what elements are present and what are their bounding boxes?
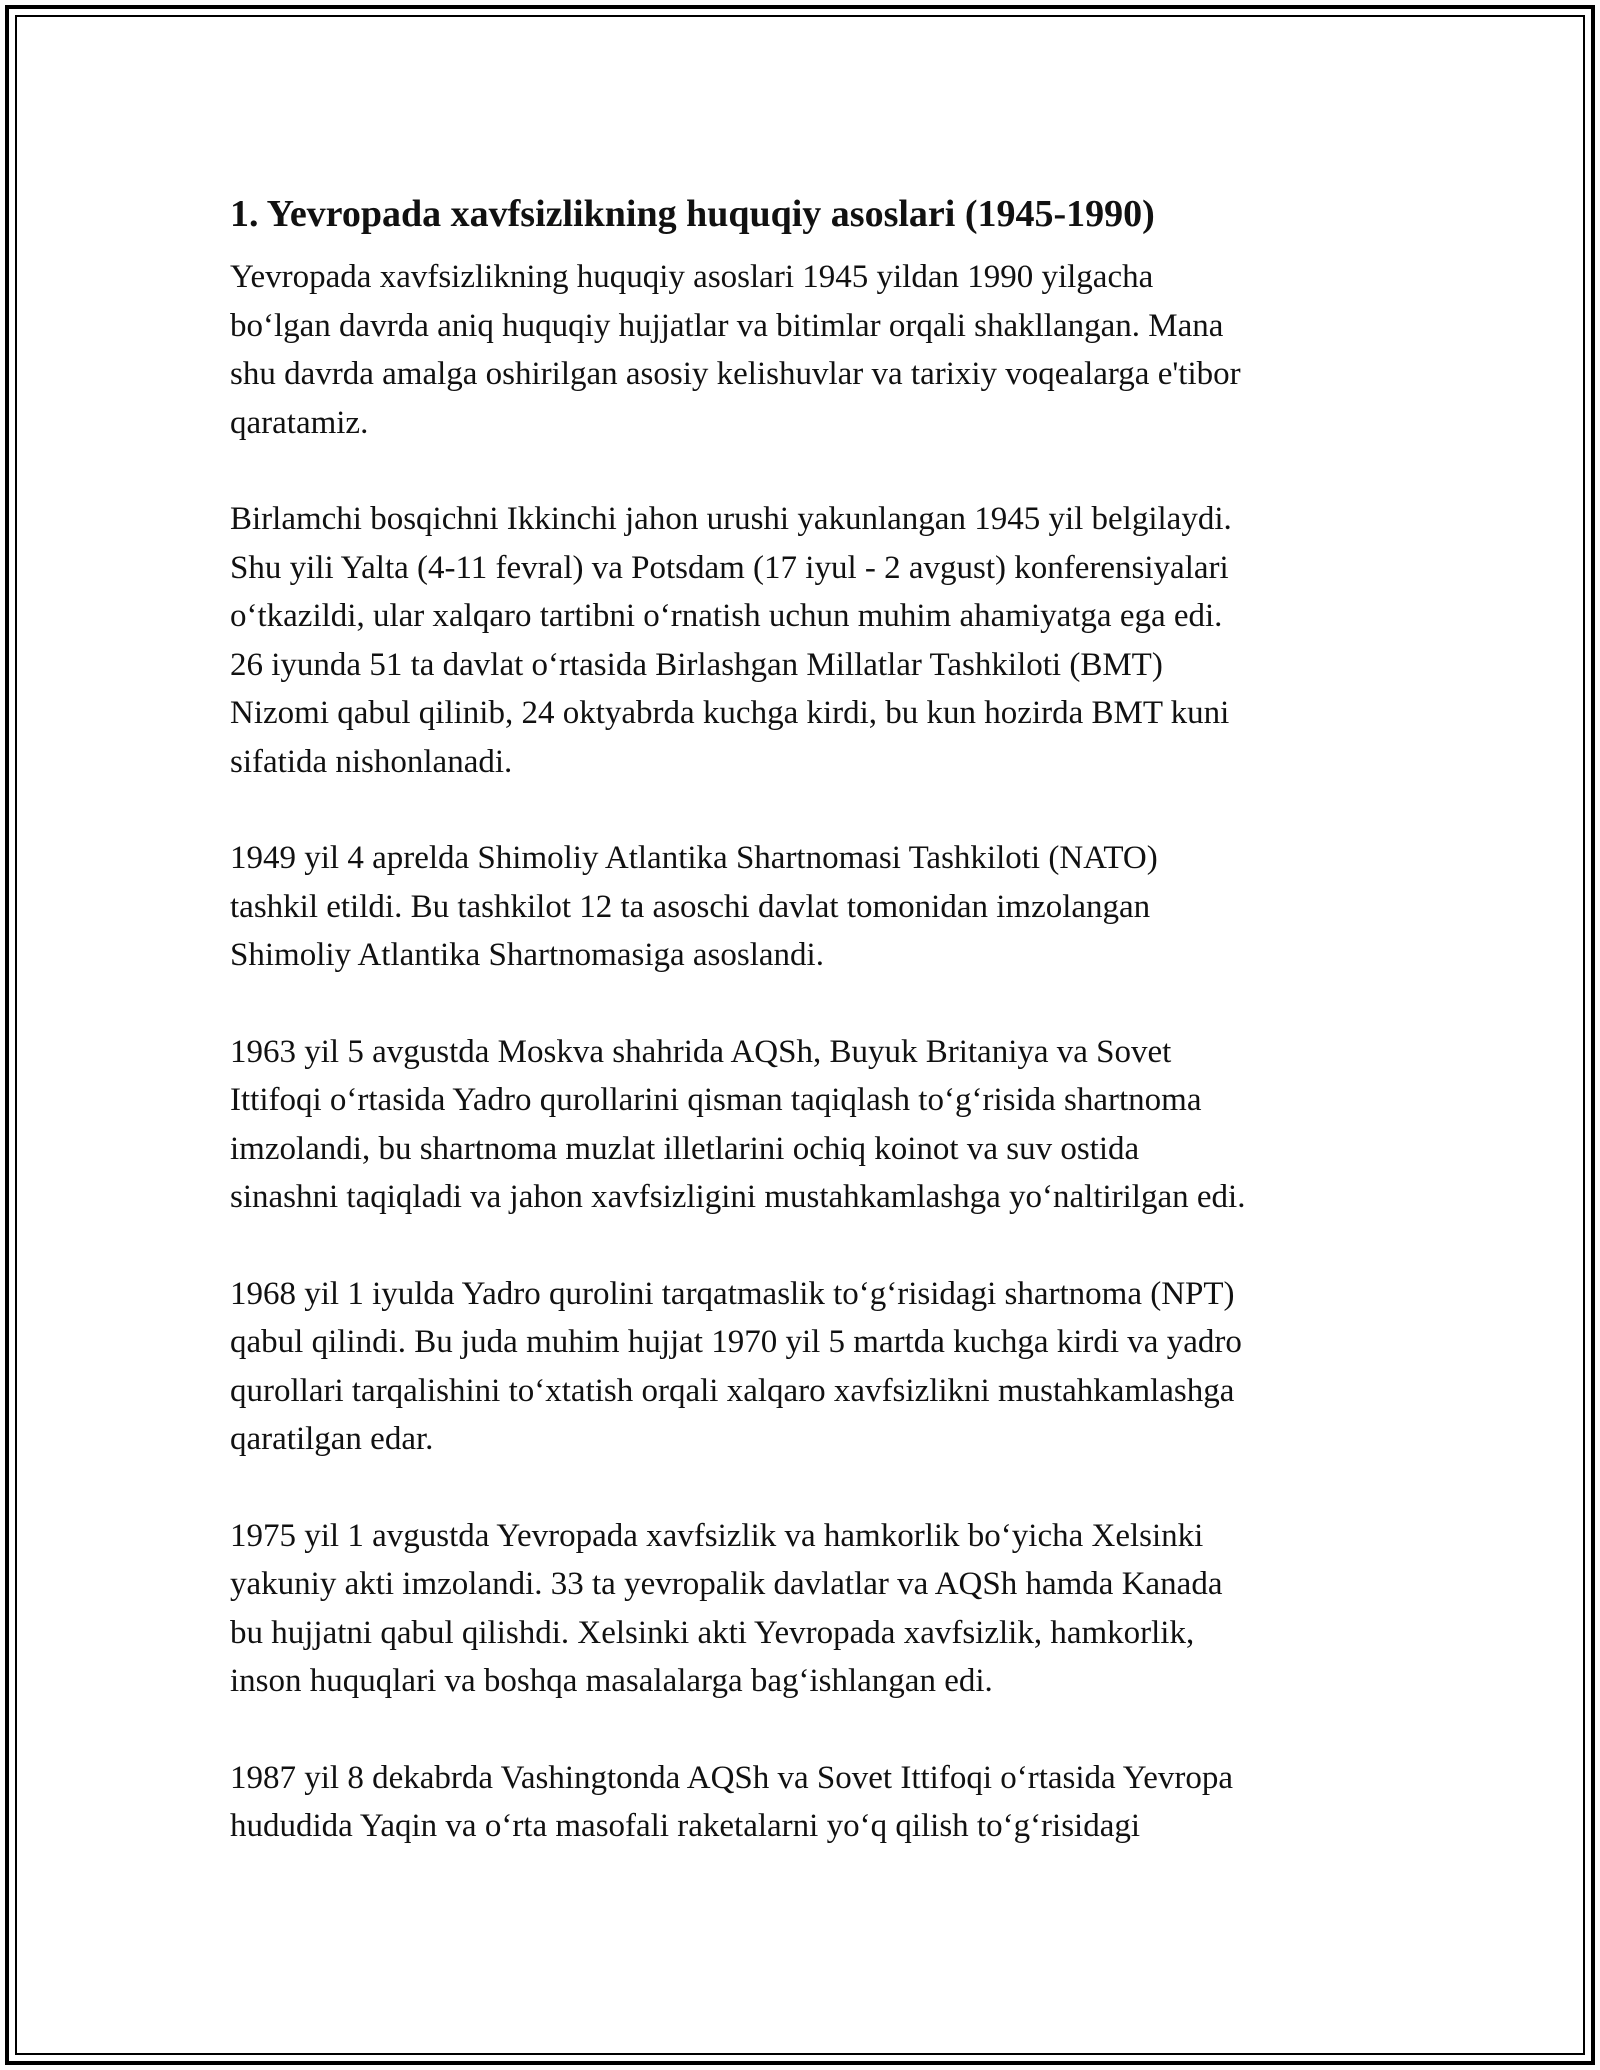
text-line: Shimoliy Atlantika Shartnomasiga asoslandi. bbox=[230, 937, 824, 973]
text-line: 1987 yil 8 dekabrda Vashingtonda AQSh va Sovet Ittifoqi o‘rtasida Yevropa bbox=[230, 1759, 1234, 1796]
text-line: Shu yili Yalta (4-11 fevral) va Potsdam (17 iyul - 2 avgust) konferensiyalari bbox=[230, 549, 1229, 586]
text-line: imzolandi, bu shartnoma muzlat illetlarini ochiq koinot va suv ostida bbox=[230, 1130, 1140, 1167]
paragraph-1 bbox=[230, 253, 1370, 447]
text-line: Ittifoqi o‘rtasida Yadro qurollarini qisman taqiqlash to‘g‘risida shartnoma bbox=[230, 1082, 1202, 1118]
text-line: 1968 yil 1 iyulda Yadro qurolini tarqatmaslik to‘g‘risidagi shartnoma (NPT) bbox=[230, 1275, 1235, 1312]
text-line: qaratilgan edar. bbox=[230, 1421, 434, 1457]
text-line: qabul qilindi. Bu juda muhim hujjat 1970 yil 5 martda kuchga kirdi va yadro bbox=[230, 1324, 1242, 1360]
text-line: 1963 yil 5 avgustda Moskva shahrida AQSh, Buyuk Britaniya va Sovet bbox=[230, 1033, 1172, 1070]
text-line: shu davrda amalga oshirilgan asosiy kelishuvlar va tarixiy voqealarga e'tibor bbox=[230, 356, 1241, 392]
text-line: o‘tkazildi, ular xalqaro tartibni o‘rnatish uchun muhim ahamiyatga ega edi. bbox=[230, 598, 1223, 634]
text-line: Yevropada xavfsizlikning huquqiy asoslari 1945 yildan 1990 yilgacha bbox=[230, 259, 1154, 295]
text-line: bo‘lgan davrda aniq huquqiy hujjatlar va bitimlar orqali shakllangan. Mana bbox=[230, 307, 1224, 344]
text-line: sinashni taqiqladi va jahon xavfsizligini mustahkamlashga yo‘naltirilgan edi. bbox=[230, 1179, 1246, 1215]
text-line: 1975 yil 1 avgustda Yevropada xavfsizlik va hamkorlik bo‘yicha Xelsinki bbox=[230, 1517, 1204, 1554]
text-line: hududida Yaqin va o‘rta masofali raketalarni yo‘q qilish to‘g‘risidagi bbox=[230, 1808, 1141, 1844]
text-line: Nizomi qabul qilinib, 24 oktyabrda kuchga kirdi, bu kun hozirda BMT kuni bbox=[230, 695, 1230, 731]
text-line: bu hujjatni qabul qilishdi. Xelsinki akti Yevropada xavfsizlik, hamkorlik, bbox=[230, 1614, 1195, 1651]
text-line: Birlamchi bosqichni Ikkinchi jahon urushi yakunlangan 1945 yil belgilaydi. bbox=[230, 501, 1232, 537]
document-body bbox=[230, 185, 1370, 1899]
text-line: qaratamiz. bbox=[230, 404, 369, 441]
paragraph-4 bbox=[230, 1028, 1370, 1222]
paragraph-2 bbox=[230, 495, 1370, 786]
text-line: 26 iyunda 51 ta davlat o‘rtasida Birlashgan Millatlar Tashkiloti (BMT) bbox=[230, 646, 1163, 683]
section-heading: 1. Yevropada xavfsizlikning huquqiy asoslari (1945-1990) bbox=[230, 193, 1155, 235]
paragraph-5 bbox=[230, 1270, 1370, 1464]
paragraph-3 bbox=[230, 834, 1370, 980]
text-line: qurollari tarqalishini to‘xtatish orqali xalqaro xavfsizlikni mustahkamlashga bbox=[230, 1372, 1235, 1409]
text-line: inson huquqlari va boshqa masalalarga bag‘ishlangan edi. bbox=[230, 1663, 993, 1699]
text-line: 1949 yil 4 aprelda Shimoliy Atlantika Shartnomasi Tashkiloti (NATO) bbox=[230, 840, 1158, 876]
text-line: tashkil etildi. Bu tashkilot 12 ta asoschi davlat tomonidan imzolangan bbox=[230, 888, 1151, 925]
text-line: sifatida nishonlanadi. bbox=[230, 743, 513, 780]
paragraph-7 bbox=[230, 1754, 1370, 1851]
paragraph-6 bbox=[230, 1512, 1370, 1706]
paragraph-list bbox=[230, 253, 1370, 1851]
text-line: yakuniy akti imzolandi. 33 ta yevropalik davlatlar va AQSh hamda Kanada bbox=[230, 1566, 1223, 1602]
